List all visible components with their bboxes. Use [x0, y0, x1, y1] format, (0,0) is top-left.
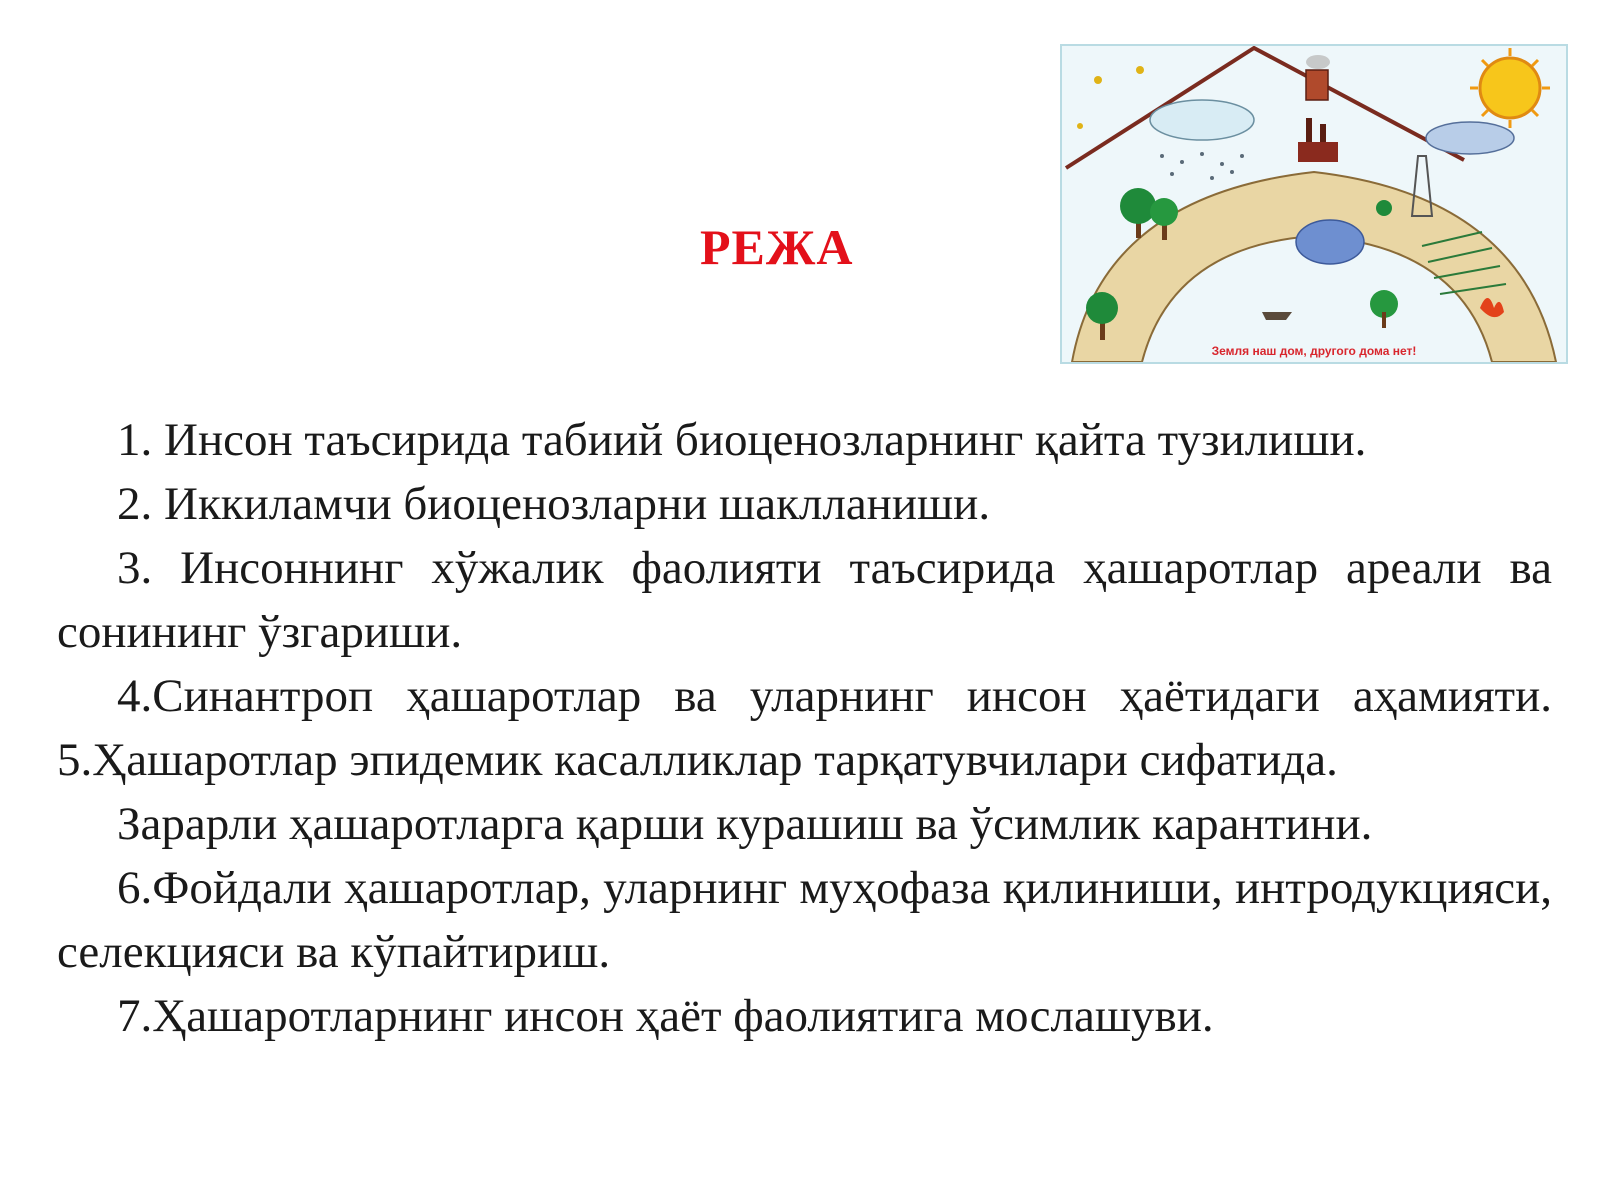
illustration-drawing: [1062, 46, 1566, 362]
lake-shape: [1296, 220, 1364, 264]
plan-item: 6.Фойдали ҳашаротлар, уларнинг муҳофаза қилиниши, интродукцияси, селекцияси ва кўпайтириш.: [57, 862, 1552, 978]
plan-item: 2. Иккиламчи биоценозларни шаклланиши.: [117, 478, 991, 530]
plan-item: 4.Синантроп ҳашаротлар ва уларнинг инсон ҳаётидаги аҳамияти. 5.Ҳашаротлар эпидемик касалликлар тарқатувчилари сифатида.: [57, 670, 1552, 786]
earth-home-illustration: [1060, 44, 1568, 364]
plan-item: 3. Инсоннинг хўжалик фаолияти таъсирида ҳашаротлар ареали ва сонининг ўзгариши.: [57, 542, 1552, 658]
acid-rain-cloud-shape: [1426, 122, 1514, 154]
plan-list: [57, 408, 1552, 1048]
plan-item: Зарарли ҳашаротларга қарши курашиш ва ўсимлик карантини.: [117, 798, 1373, 850]
chimney-shape: [1306, 70, 1328, 100]
page-title: РЕЖА: [700, 219, 854, 275]
sun-icon: [1470, 48, 1550, 128]
illustration-caption: Земля наш дом, другого дома нет!: [1211, 344, 1417, 358]
plan-item: 7.Ҳашаротларнинг инсон ҳаёт фаолиятига мослашуви.: [117, 990, 1214, 1042]
plan-item: 1. Инсон таъсирида табиий биоценозларнинг қайта тузилиши.: [117, 414, 1367, 466]
pollution-cloud-shape: [1150, 100, 1254, 140]
